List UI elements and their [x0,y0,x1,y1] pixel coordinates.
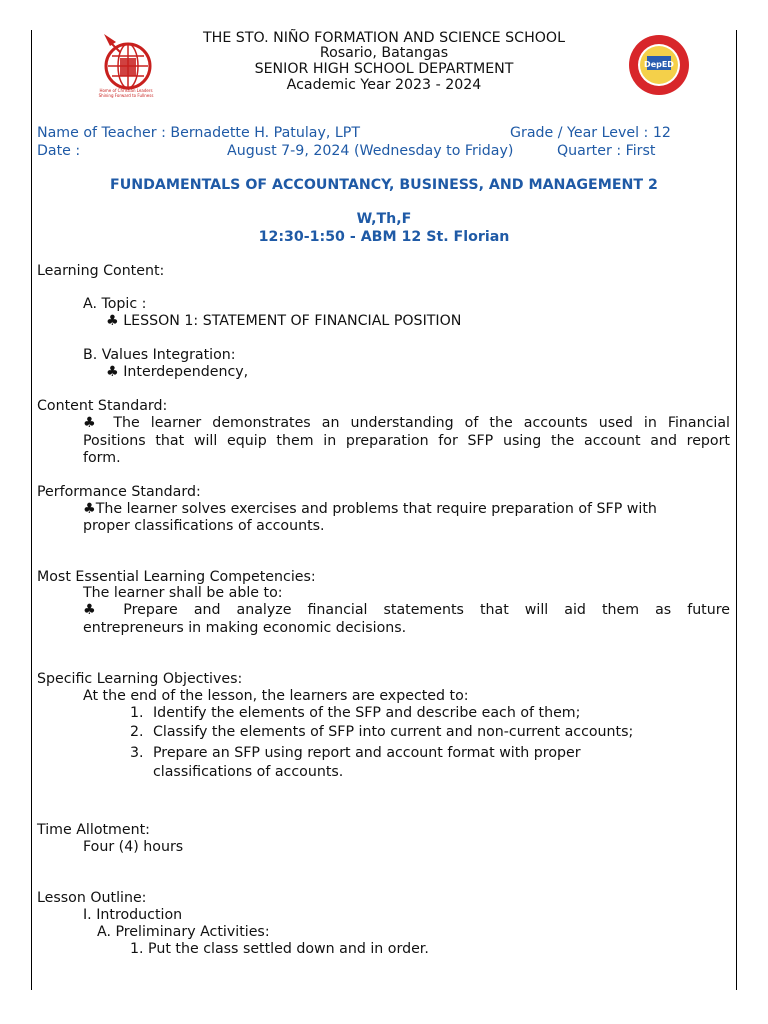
competencies-heading: Most Essential Learning Competencies: [37,569,316,585]
subject-schedule: 12:30-1:50 - ABM 12 St. Florian [258,229,510,245]
school-location: Rosario, Batangas [319,45,449,61]
values-label: B. Values Integration: [83,347,236,363]
quarter: Quarter : First [557,143,656,159]
objective-1: Identify the elements of the SFP and describe each of them; [153,705,581,721]
svg-text:DepED: DepED [644,60,674,69]
left-border-line [31,30,32,990]
competencies-intro: The learner shall be able to: [83,585,283,601]
svg-text:Shining Forward to Fullness: Shining Forward to Fullness [98,93,154,98]
performance-standard-heading: Performance Standard: [37,484,201,500]
date-value: August 7-9, 2024 (Wednesday to Friday) [227,143,514,159]
grade-level: Grade / Year Level : 12 [510,125,671,141]
content-standard-heading: Content Standard: [37,398,168,414]
subject-title: FUNDAMENTALS OF ACCOUNTANCY, BUSINESS, AND MANAGEMENT 2 [110,177,658,193]
content-standard-text: ♣ The learner demonstrates an understanding of the accounts used in Financial Positions that will equip them in preparation for SFP using the account and report form. [83,415,730,466]
objectives-heading: Specific Learning Objectives: [37,671,243,687]
topic-label: A. Topic : [83,296,147,312]
date-label: Date : [37,143,81,159]
objective-1-num: 1. [130,705,144,721]
svg-text:Home of Christian Leaders: Home of Christian Leaders [99,88,153,93]
objective-2-num: 2. [130,724,144,740]
learning-content-heading: Learning Content: [37,263,165,279]
objective-3-cont: classifications of accounts. [153,764,344,780]
outline-step-1: 1. Put the class settled down and in order. [130,941,429,957]
academic-year: Academic Year 2023 - 2024 [286,77,482,93]
subject-days: W,Th,F [356,211,412,227]
outline-introduction: I. Introduction [83,907,183,923]
right-border-line [736,30,737,990]
time-allotment-heading: Time Allotment: [37,822,150,838]
lesson-outline-heading: Lesson Outline: [37,890,147,906]
performance-standard-line1: ♣The learner solves exercises and problems that require preparation of SFP with [83,501,657,517]
outline-preliminary: A. Preliminary Activities: [97,924,270,940]
teacher-name: Name of Teacher : Bernadette H. Patulay, LPT [37,125,360,141]
objective-2: Classify the elements of SFP into current and non-current accounts; [153,724,634,740]
objective-3: Prepare an SFP using report and account format with proper [153,745,581,761]
topic-item: ♣ LESSON 1: STATEMENT OF FINANCIAL POSITION [106,313,462,329]
school-name: THE STO. NIÑO FORMATION AND SCIENCE SCHOOL [203,30,565,46]
values-item: ♣ Interdependency, [106,364,249,380]
performance-standard-line2: proper classifications of accounts. [83,518,325,534]
objectives-intro: At the end of the lesson, the learners are expected to: [83,688,469,704]
objective-3-num: 3. [130,745,144,761]
department-name: SENIOR HIGH SCHOOL DEPARTMENT [254,61,514,77]
time-allotment-value: Four (4) hours [83,839,184,855]
competencies-text: ♣ Prepare and analyze financial statements that will aid them as future entrepreneurs in making economic decisions. [83,602,730,636]
